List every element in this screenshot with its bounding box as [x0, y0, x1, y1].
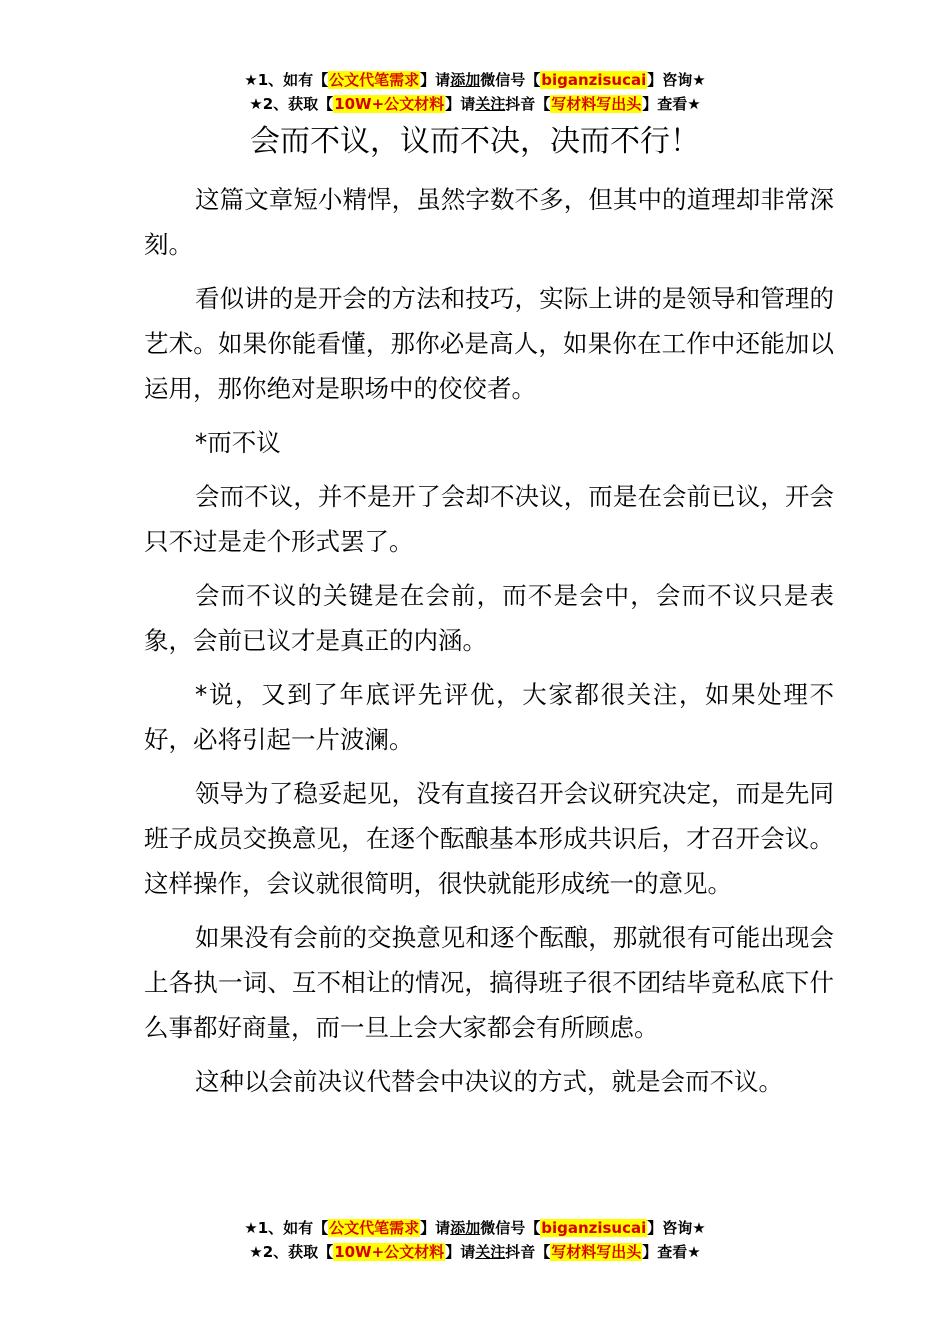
- paragraph: 会而不议的关键是在会前，而不是会中，会而不议只是表象，会前已议才是真正的内涵。: [144, 581, 834, 655]
- banner-text: 】查看★: [642, 95, 701, 113]
- paragraph: 这篇文章短小精悍，虽然字数不多，但其中的道理却非常深刻。: [144, 185, 834, 259]
- banner-text: 微信号【: [480, 71, 541, 89]
- paragraph: 如果没有会前的交换意见和逐个酝酿，那就很有可能出现会上各执一词、互不相让的情况，搞得班子很不团结毕竟私底下什么事都好商量，而一旦上会大家都会有所顾虑。: [144, 923, 834, 1042]
- section-heading: *而不议: [195, 428, 281, 457]
- banner-text: 】查看★: [642, 1243, 701, 1261]
- banner-text: 】请: [445, 95, 476, 113]
- highlight-wechat-id: biganzisucai: [541, 1219, 647, 1237]
- footer-banner: [0, 1216, 950, 1264]
- paragraph: 领导为了稳妥起见，没有直接召开会议研究决定，而是先同班子成员交换意见，在逐个酝酿基本形成共识后，才召开会议。这样操作，会议就很简明，很快就能形成统一的意见。: [144, 779, 834, 898]
- paragraph: 会而不议，并不是开了会却不决议，而是在会前已议，开会只不过是走个形式罢了。: [144, 482, 834, 556]
- highlight-wechat-id: biganzisucai: [541, 71, 647, 89]
- highlight-service: 公文代笔需求: [329, 71, 420, 89]
- banner-text: 】咨询★: [647, 71, 706, 89]
- header-banner: [0, 68, 950, 116]
- highlight-douyin: 写材料写出头: [551, 95, 642, 113]
- banner-line-2: [0, 1240, 950, 1264]
- banner-text: 微信号【: [480, 1219, 541, 1237]
- banner-line-1: [0, 1216, 950, 1240]
- paragraph: 这种以会前决议代替会中决议的方式，就是会而不议。: [195, 1067, 783, 1096]
- paragraph: 看似讲的是开会的方法和技巧，实际上讲的是领导和管理的艺术。如果你能看懂，那你必是高人，如果你在工作中还能加以运用，那你绝对是职场中的佼佼者。: [144, 284, 834, 403]
- banner-underlined-text: 添加: [450, 71, 481, 89]
- highlight-materials: 10W+公文材料: [334, 1243, 445, 1261]
- highlight-materials: 10W+公文材料: [334, 95, 445, 113]
- banner-underlined-text: 关注: [475, 95, 506, 113]
- banner-text: 】请: [420, 71, 451, 89]
- paragraph: *说，又到了年底评先评优，大家都很关注，如果处理不好，必将引起一片波澜。: [144, 680, 834, 754]
- document-title: 会而不议，议而不决，决而不行！: [250, 124, 700, 159]
- banner-text: ★2、获取【: [249, 95, 334, 113]
- document-body: [144, 177, 834, 1113]
- banner-line-2: [0, 92, 950, 116]
- banner-underlined-text: 关注: [475, 1243, 506, 1261]
- banner-text: 】请: [420, 1219, 451, 1237]
- highlight-service: 公文代笔需求: [329, 1219, 420, 1237]
- banner-text: ★1、如有【: [244, 1219, 329, 1237]
- banner-underlined-text: 添加: [450, 1219, 481, 1237]
- banner-text: 】咨询★: [647, 1219, 706, 1237]
- banner-text: 】请: [445, 1243, 476, 1261]
- banner-line-1: [0, 68, 950, 92]
- banner-text: 抖音【: [505, 1243, 551, 1261]
- highlight-douyin: 写材料写出头: [551, 1243, 642, 1261]
- banner-text: 抖音【: [505, 95, 551, 113]
- banner-text: ★2、获取【: [249, 1243, 334, 1261]
- banner-text: ★1、如有【: [244, 71, 329, 89]
